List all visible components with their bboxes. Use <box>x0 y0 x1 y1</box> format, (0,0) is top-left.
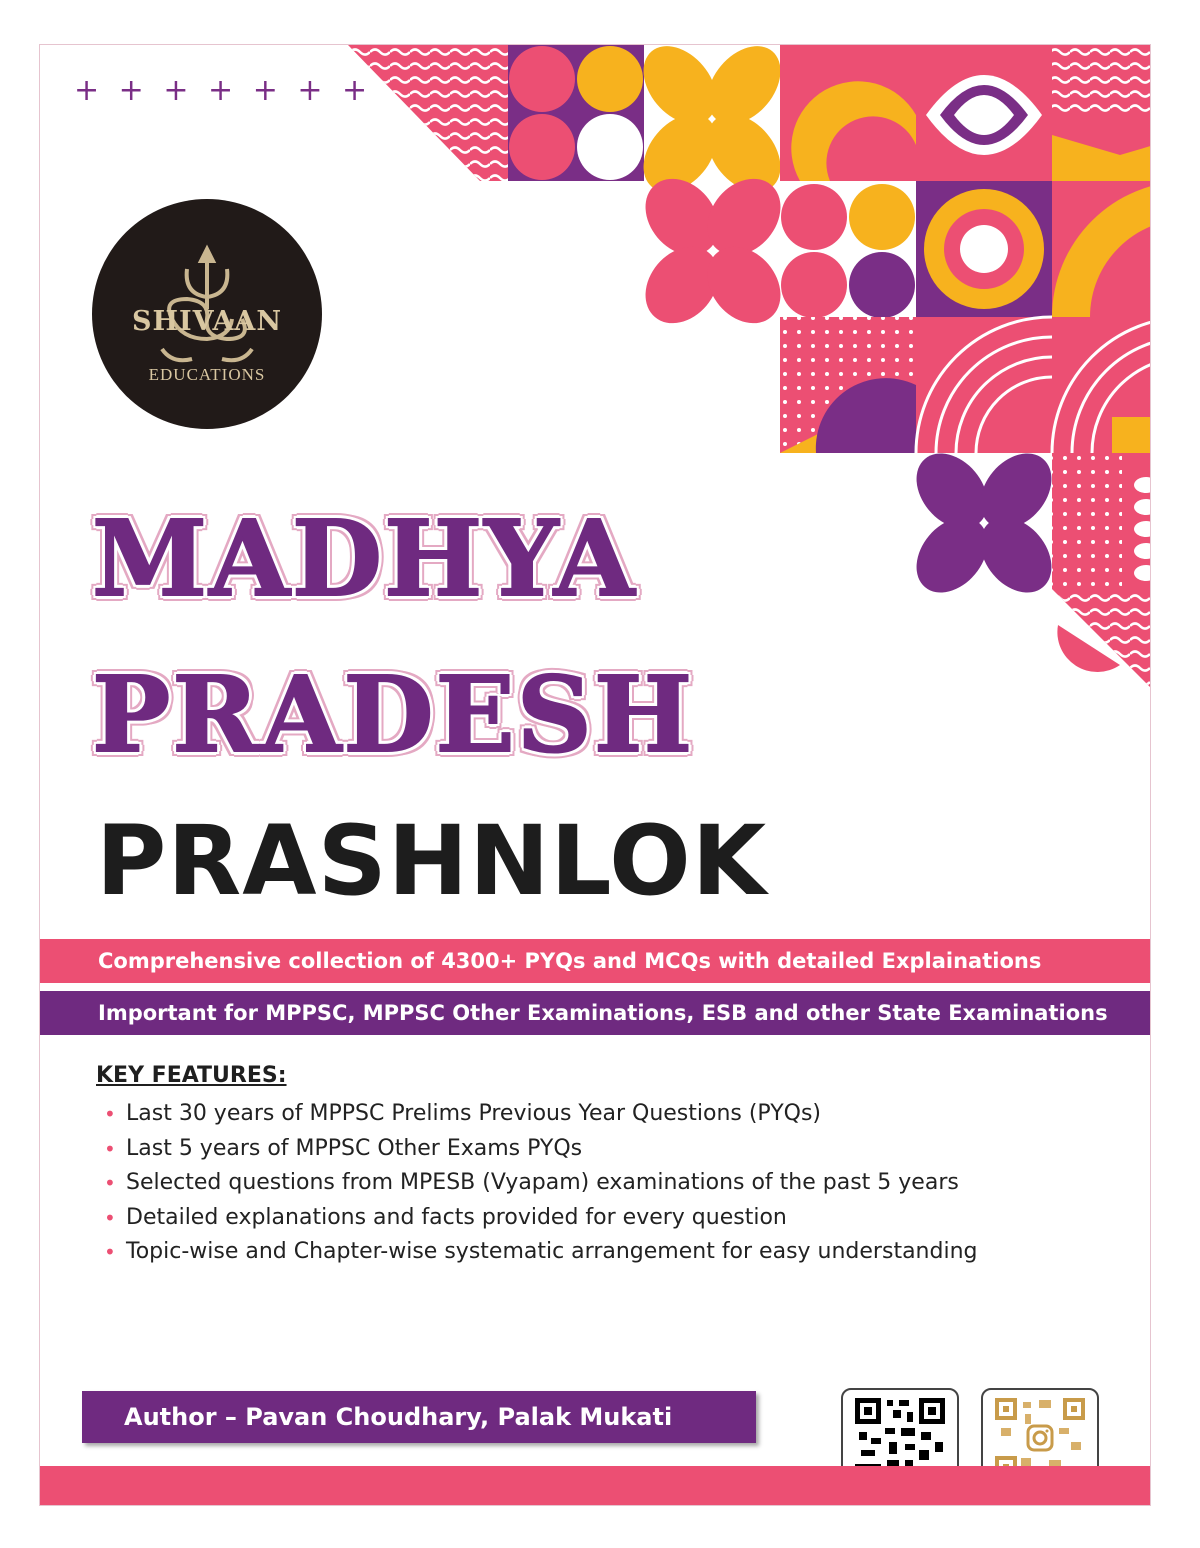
title-line-1: MADHYA <box>92 497 637 620</box>
feature-item: • Detailed explanations and facts provided for every question <box>100 1201 977 1236</box>
feature-item: • Last 30 years of MPPSC Prelims Previous Year Questions (PYQs) <box>100 1097 977 1132</box>
feature-item: • Last 5 years of MPPSC Other Exams PYQs <box>100 1132 977 1167</box>
feature-item: • Selected questions from MPESB (Vyapam) examinations of the past 5 years <box>100 1166 977 1201</box>
logo-name: SHIVAAN <box>131 306 283 337</box>
key-features-list <box>100 1097 977 1270</box>
logo-subtitle: EDUCATIONS <box>148 365 266 384</box>
bullet-icon: • <box>104 1136 116 1161</box>
bullet-icon: • <box>104 1171 116 1195</box>
key-features-heading: KEY FEATURES: <box>96 1063 287 1088</box>
description-band: Comprehensive collection of 4300+ PYQs and MCQs with detailed Explainations <box>40 939 1150 983</box>
exam-relevance-band: Important for MPPSC, MPPSC Other Examinations, ESB and other State Examinations <box>40 991 1150 1035</box>
brand-logo <box>92 199 322 429</box>
feature-item: • Topic-wise and Chapter-wise systematic arrangement for easy understanding <box>100 1235 977 1270</box>
author-label: Author – Pavan Choudhary, Palak Mukati <box>82 1391 756 1443</box>
bullet-icon: • <box>104 1205 116 1230</box>
book-cover <box>39 44 1151 1506</box>
geometric-pattern <box>330 45 1150 735</box>
plus-decoration: + + + + + + + <box>74 73 373 108</box>
bottom-bar <box>40 1466 1150 1505</box>
title-line-3: PRASHNLOK <box>96 805 768 917</box>
bullet-icon: • <box>104 1102 116 1126</box>
title-line-2: PRADESH <box>92 653 695 776</box>
bullet-icon: • <box>104 1240 116 1264</box>
